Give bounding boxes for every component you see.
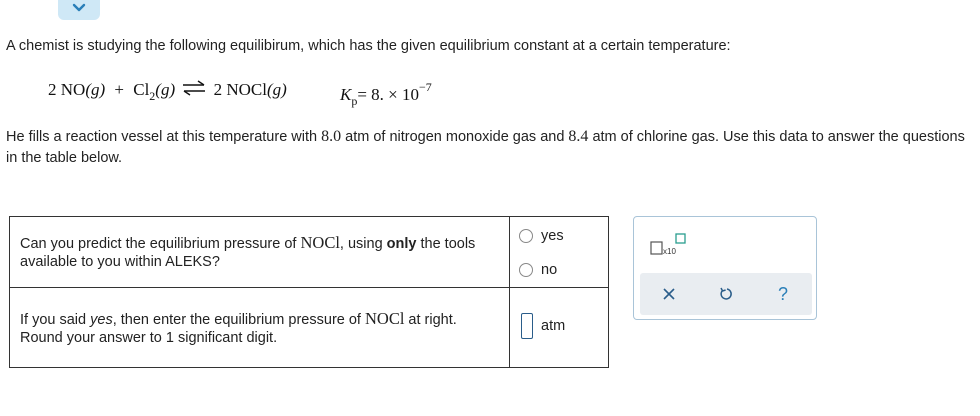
help-button[interactable] <box>772 283 794 305</box>
answer-1-cell <box>511 217 608 287</box>
question-1-cell: Can you predict the equilibrium pressure of NOCl, using only the tools available to you within ALEKS? <box>10 217 510 287</box>
undo-icon <box>718 286 734 302</box>
x10-icon <box>650 233 690 257</box>
equilibrium-arrow-icon <box>181 80 207 96</box>
clear-button[interactable] <box>658 283 680 305</box>
collapse-toggle-button[interactable] <box>58 0 100 20</box>
clear-x-icon <box>662 287 676 301</box>
question-table <box>9 216 609 368</box>
chevron-down-icon <box>72 3 86 13</box>
question-2-cell: If you said yes, then enter the equilibrium pressure of NOCl at right. Round your answer to 1 significant digit. <box>10 288 510 368</box>
answer-2-cell <box>511 288 608 368</box>
svg-text:x10: x10 <box>663 247 676 256</box>
pressure-answer-input[interactable] <box>521 313 533 339</box>
problem-statement: He fills a reaction vessel at this temperature with 8.0 atm of nitrogen monoxide gas and 8.4 atm of chlorine gas. Use this data to answer the questions in the table below. <box>6 128 965 166</box>
unit-label: atm <box>541 318 566 334</box>
intro-text: A chemist is studying the following equilibirum, which has the given equilibrium constant at a certain temperature: <box>6 38 731 54</box>
table-row <box>10 288 608 368</box>
answer-tools-panel <box>633 216 817 320</box>
no-radio[interactable] <box>519 263 533 277</box>
no-option[interactable]: no <box>519 262 557 278</box>
tool-bar <box>640 273 812 315</box>
scientific-notation-button[interactable] <box>650 233 690 257</box>
yes-option[interactable]: yes <box>519 228 564 244</box>
reaction: 2 $NO(g) + Cl_2(g)$ 2 NOCl(g) <box>48 80 287 103</box>
undo-button[interactable] <box>715 283 737 305</box>
yes-radio[interactable] <box>519 229 533 243</box>
table-row <box>10 217 608 288</box>
equilibrium-constant: $K_p= 8$. × $10^{-7}$ <box>340 80 432 108</box>
help-icon: ? <box>777 283 788 304</box>
